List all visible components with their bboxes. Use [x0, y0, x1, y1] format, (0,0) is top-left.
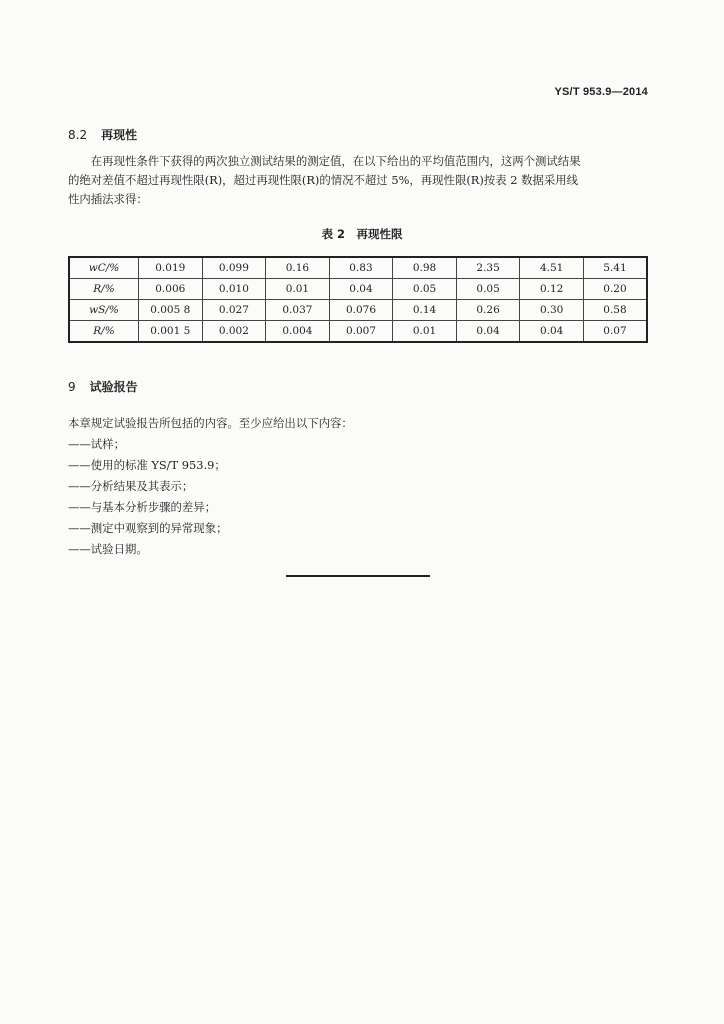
table-cell: 0.007: [329, 321, 393, 343]
table-cell: 0.04: [520, 321, 584, 343]
table-cell: 0.05: [393, 279, 457, 300]
table-cell: 0.099: [202, 257, 266, 279]
table-caption: 表 2 再现性限: [321, 227, 403, 241]
paragraph-line: 性内插法求得：: [68, 192, 148, 206]
table-cell: 0.027: [202, 300, 266, 321]
end-of-document-rule: [286, 575, 430, 577]
paragraph-line: 的绝对差值不超过再现性限(R)，超过再现性限(R)的情况不超过 5%，再现性限(R)按表 2 数据采用线: [68, 173, 579, 187]
table-cell: 0.002: [202, 321, 266, 343]
list-item: ——使用的标准 YS/T 953.9；: [68, 458, 226, 472]
table-cell: 0.004: [266, 321, 330, 343]
table-cell: 4.51: [520, 257, 584, 279]
section-heading-8-2: [68, 126, 137, 143]
reproducibility-paragraph: [68, 152, 653, 209]
section-number: 8.2: [68, 128, 88, 142]
table-cell: 0.07: [583, 321, 647, 343]
table-cell: 0.01: [393, 321, 457, 343]
table-cell: 5.41: [583, 257, 647, 279]
section-number: 9: [68, 380, 76, 394]
table-cell: 0.14: [393, 300, 457, 321]
row-label: wC/%: [69, 257, 139, 279]
list-item: ——试验日期。: [68, 542, 148, 556]
table-cell: 2.35: [456, 257, 520, 279]
table-cell: 0.006: [139, 279, 203, 300]
report-contents-list: [68, 413, 353, 560]
section-title: 试验报告: [89, 380, 138, 394]
row-label: R/%: [69, 321, 139, 343]
table-cell: 0.019: [139, 257, 203, 279]
table-cell: 0.12: [520, 279, 584, 300]
standard-number: YS/T 953.9—2014: [554, 86, 648, 98]
table-cell: 0.04: [329, 279, 393, 300]
list-intro: 本章规定试验报告所包括的内容。至少应给出以下内容：: [68, 416, 353, 430]
row-label: R/%: [69, 279, 139, 300]
table-cell: 0.001 5: [139, 321, 203, 343]
reproducibility-limit-table: [68, 256, 648, 343]
table-cell: 0.26: [456, 300, 520, 321]
table-cell: 0.20: [583, 279, 647, 300]
table-row: [69, 279, 647, 300]
table-cell: 0.076: [329, 300, 393, 321]
table-cell: 0.05: [456, 279, 520, 300]
list-item: ——与基本分析步骤的差异；: [68, 500, 217, 514]
list-item: ——试样；: [68, 437, 125, 451]
table-cell: 0.58: [583, 300, 647, 321]
table-cell: 0.83: [329, 257, 393, 279]
table-cell: 0.005 8: [139, 300, 203, 321]
table-row: [69, 300, 647, 321]
table-cell: 0.010: [202, 279, 266, 300]
section-heading-9: [68, 378, 138, 395]
section-title: 再现性: [101, 128, 138, 142]
table-cell: 0.30: [520, 300, 584, 321]
row-label: wS/%: [69, 300, 139, 321]
table-cell: 0.16: [266, 257, 330, 279]
table-cell: 0.04: [456, 321, 520, 343]
list-item: ——分析结果及其表示；: [68, 479, 194, 493]
table-row: [69, 321, 647, 343]
table-cell: 0.98: [393, 257, 457, 279]
table-cell: 0.01: [266, 279, 330, 300]
list-item: ——测定中观察到的异常现象；: [68, 521, 228, 535]
table-cell: 0.037: [266, 300, 330, 321]
table-row: [69, 257, 647, 279]
paragraph-line: 在再现性条件下获得的两次独立测试结果的测定值，在以下给出的平均值范围内，这两个测试结果: [68, 154, 581, 168]
